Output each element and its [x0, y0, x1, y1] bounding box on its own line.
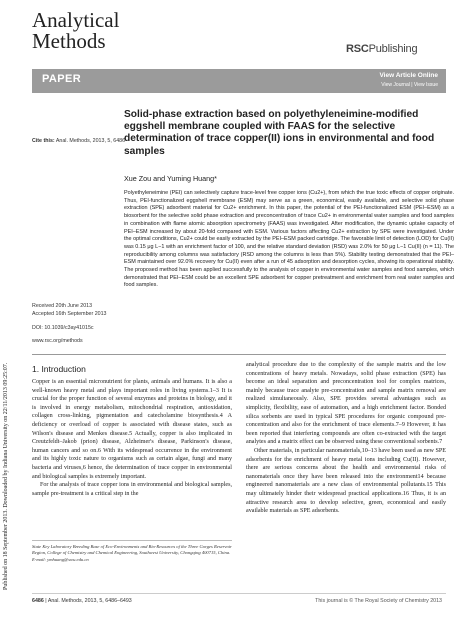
article-type-label: PAPER	[42, 73, 82, 85]
footer-page-info	[32, 598, 132, 604]
article-abstract: Polyethyleneimine (PEI) can selectively capture trace-level free copper ions (Cu2+), from which the true toxic effects of copper originate. Thus, PEI-functionalized eggshell membrane (ESM) may serve as a green, economical, easily available, and selective solid phase extraction (SPE) adsorbent material for Cu2+ enrichment. In this paper, the potential of the PEI-functionalized ESM (PEI–ESM) as a biosorbent for the selective solid phase extraction and preconcentration of trace Cu2+ in environmental water samples and food samples in combination with flame atomic absorption spectrometry (FAAS) was investigated. After modification, the dynamic uptake capacity of PEI–ESM increased by about 20-fold compared with ESM. Various factors affecting Cu2+ extraction by SPE were investigated. Under the optimal conditions, Cu2+ could be easily extracted by the PEI–ESM packed cartridge. The favorable limit of detection (LOD) for Cu(II) was 0.15 μg L−1 with an enrichment factor of 100, and the relative standard deviation (RSD) was 2.0% for 50 μg L−1 Cu(II) (n = 11). The reproducibility among columns was satisfactory (RSD among the columns is less than 5%). Stability testing demonstrated that the PEI–ESM maintained over 92.0% recovery for Cu(II) even after a run of 45 adsorption and desorption cycles, showing its operational stability. The proposed method has been applied successfully to the analysis of copper in environmental water samples and food samples, which demonstrated that PEI–ESM could be an excellent SPE adsorbent for copper pretreatment and enrichment from real water samples and food samples.	[124, 190, 454, 289]
footer-copyright: This journal is © The Royal Society of Chemistry 2013	[315, 598, 442, 604]
article-authors: Xue Zou and Yuming Huang*	[124, 174, 217, 183]
journal-website[interactable]: www.rsc.org/methods	[32, 338, 83, 345]
affiliation-footnote: State Key Laboratory Breeding Base of Eco-Environments and Bio-Resources of the Three Gorges Reservoir Region, College of Chemistry and Chemical Engineering, Southwest University, Chongqing 400715, China. E-mail: ymhuang@swu.edu.cn	[32, 544, 232, 562]
view-article-online-link[interactable]: View Article Online	[379, 72, 438, 79]
publisher-logo-bold: RSC	[346, 43, 369, 55]
right-paragraph-1: analytical procedure due to the complexity of the sample matrix and the low concentrations of heavy metals. Nowadays, solid phase extraction (SPE) has become an ideal separation and preconcentration tool for complex matrices, mainly because trace analyte pre-concentration and sample matrix removal are realized simultaneously. Also, SPE provides several advantages such as simplicity, flexibility, ease of automation, and a high enrichment factor. Bonded silica sorbents are used in typical SPE procedures for organic compound pre-concentration and also for the enrichment of trace elements.7–9 However, it has been reported that interfering compounds are often co-extracted with the target analytes and a matrix effect can be observed using these conventional sorbents.7	[246, 362, 446, 446]
left-paragraph-1: Copper is an essential micronutrient for plants, animals and humans. It is also a well-known heavy metal and plays important roles in living systems.1–3 It is crucial for the proper function of several enzymes and proteins in biology, and it is involved in energy metabolism, mitochondrial respiration, antioxidation, collagen cross-linking, pigmentation and catecholamine biosynthesis.4 A deficiency or overload of copper is associated with disease states, such as Wilson's disease and Menkes disease.5 Actually, copper is also implicated in Creutzfeldt–Jakob (prion) disease, Alzheimer's disease, Parkinson's disease, human cancers and so on.6 With its widespread occurrence in the environment and its highly toxic nature to organisms such as certain algae, fungi and many bacteria and viruses,6 hence, the determination of trace copper in environmental and biological samples is extremely important.	[32, 379, 232, 480]
section-heading: 1. Introduction	[32, 364, 86, 374]
download-watermark	[1, 180, 11, 590]
citation	[32, 138, 125, 144]
paper-banner	[32, 69, 446, 93]
footer-journal-ref: | Anal. Methods, 2013, 5, 6486–6493	[43, 598, 132, 604]
citation-prefix: Cite this:	[32, 138, 55, 144]
citation-text: Anal. Methods, 2013, 5, 6486	[55, 138, 126, 144]
right-paragraph-2: Other materials, in particular nanomaterials,10–13 have been used as new SPE adsorbents for the enrichment of heavy metal ions including Cu(II). However, there are serious concerns about the health and environmental risks of nanomaterials once they have been released into the environment14 because engineered nanomaterials are a new class of environmental pollutants.15 This may ultimately hinder their widespread practical applications.16 Thus, it is an attractive research area to develop selective, green, economical and easily available materials as SPE adsorbents.	[246, 447, 446, 515]
footnote-divider	[32, 540, 232, 541]
journal-title-line1: Analytical	[32, 8, 120, 32]
received-date: Received 20th June 2013	[32, 303, 93, 309]
publisher-logo-light: Publishing	[368, 43, 418, 55]
left-paragraph-2: For the analysis of trace copper ions in environmental and biological samples, sample pre-treatment is a critical step in the	[32, 482, 232, 497]
footer-divider	[32, 593, 446, 594]
article-doi[interactable]: DOI: 10.1039/c3ay41015c	[32, 324, 94, 331]
article-history	[32, 303, 107, 346]
journal-title	[32, 10, 119, 52]
right-column	[246, 361, 446, 516]
article-title: Solid-phase extraction based on polyethyleneimine-modified eggshell membrane coupled with FAAS for the selective determination of trace copper(II) ions in environmental and food samples	[124, 109, 435, 157]
journal-title-line2: Methods	[32, 29, 106, 53]
publisher-logo	[346, 43, 417, 55]
download-watermark-text: Published on 18 September 2013. Downloaded by Indiana University on 22/11/2013 09:25:07.	[3, 362, 9, 590]
section-divider	[32, 354, 446, 355]
view-journal-issue-links[interactable]: View Journal | View Issue	[381, 82, 438, 88]
accepted-date: Accepted 16th September 2013	[32, 310, 107, 317]
left-column	[32, 378, 232, 498]
page-number: 6486	[32, 598, 44, 604]
